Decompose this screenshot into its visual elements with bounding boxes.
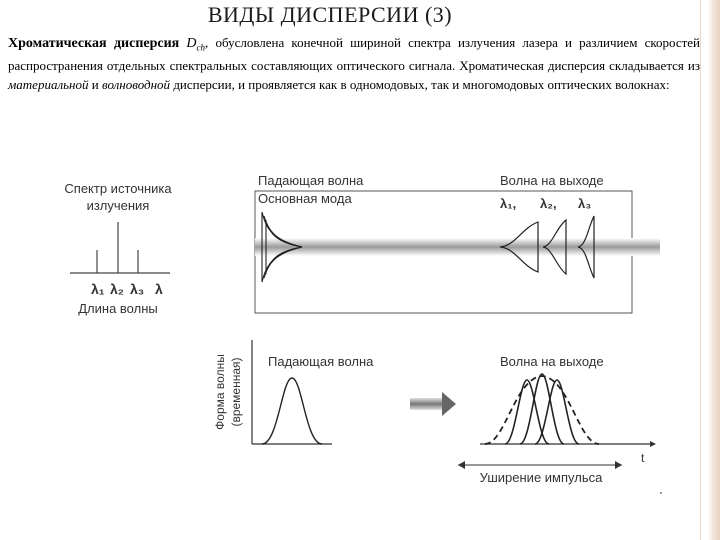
fiber-mode-label: Основная мода: [258, 191, 352, 206]
light-beam: [255, 238, 660, 256]
dispersion-symbol-sub: ch: [196, 42, 206, 53]
spectrum-lambda2: λ₂: [110, 281, 125, 297]
transform-arrow-head: [442, 392, 456, 416]
fiber-output-label: Волна на выходе: [500, 173, 604, 188]
spectrum-title-line1: Спектр источника: [64, 181, 172, 196]
fiber-incident-label: Падающая волна: [258, 173, 364, 188]
waveform-ylabel-line1: Форма волны: [213, 354, 227, 430]
fiber-out-lambda3: λ₃: [578, 196, 592, 211]
pulse-broadening-diagram: [213, 340, 656, 485]
transform-arrow-body: [410, 398, 442, 410]
incident-pulse: [262, 378, 322, 444]
t-axis-arrowhead: [650, 441, 656, 447]
term-material: материальной: [8, 76, 89, 92]
decorative-dot: [660, 492, 662, 494]
spectrum-lambda1: λ₁: [91, 281, 105, 297]
spectrum-axis-label: Длина волны: [78, 301, 158, 316]
waveform-ylabel-line2: (временная): [229, 357, 243, 427]
broadening-arrow-right: [615, 461, 622, 469]
broadening-arrow-left: [458, 461, 465, 469]
fiber-propagation-diagram: [255, 173, 660, 313]
slide-title: ВИДЫ ДИСПЕРСИИ (3): [207, 2, 453, 27]
pulse-incident-label: Падающая волна: [268, 354, 374, 369]
fiber-out-lambda2: λ₂,: [540, 196, 557, 211]
paragraph-and: и: [88, 76, 102, 92]
dispersion-symbol: D: [186, 36, 197, 51]
spectrum-lambda3: λ₃: [130, 281, 145, 297]
spectrum-lambda: λ: [155, 281, 163, 297]
spectrum-title-line2: излучения: [86, 198, 150, 213]
term-waveguide: волноводной: [101, 76, 171, 92]
t-axis-label: t: [641, 451, 645, 465]
pulse-output-label: Волна на выходе: [500, 354, 604, 369]
paragraph-part1: , обусловлена конечной шириной спектра излучения лазера и различием скоростей распространения отдельных спектральных составляющих оптического сигнала. Хроматическая дисперсия складывается из: [8, 35, 701, 74]
broadening-label: Уширение импульса: [479, 470, 603, 485]
output-pulses-temporal: [505, 374, 579, 444]
fiber-out-lambda1: λ₁,: [500, 196, 517, 211]
source-spectrum-diagram: [64, 181, 172, 316]
term-chromatic-dispersion: Хроматическая дисперсия: [8, 36, 180, 51]
paragraph-part2: дисперсии, и проявляется как в одномодовых, так и многомодовых оптических волокнах:: [170, 76, 670, 92]
